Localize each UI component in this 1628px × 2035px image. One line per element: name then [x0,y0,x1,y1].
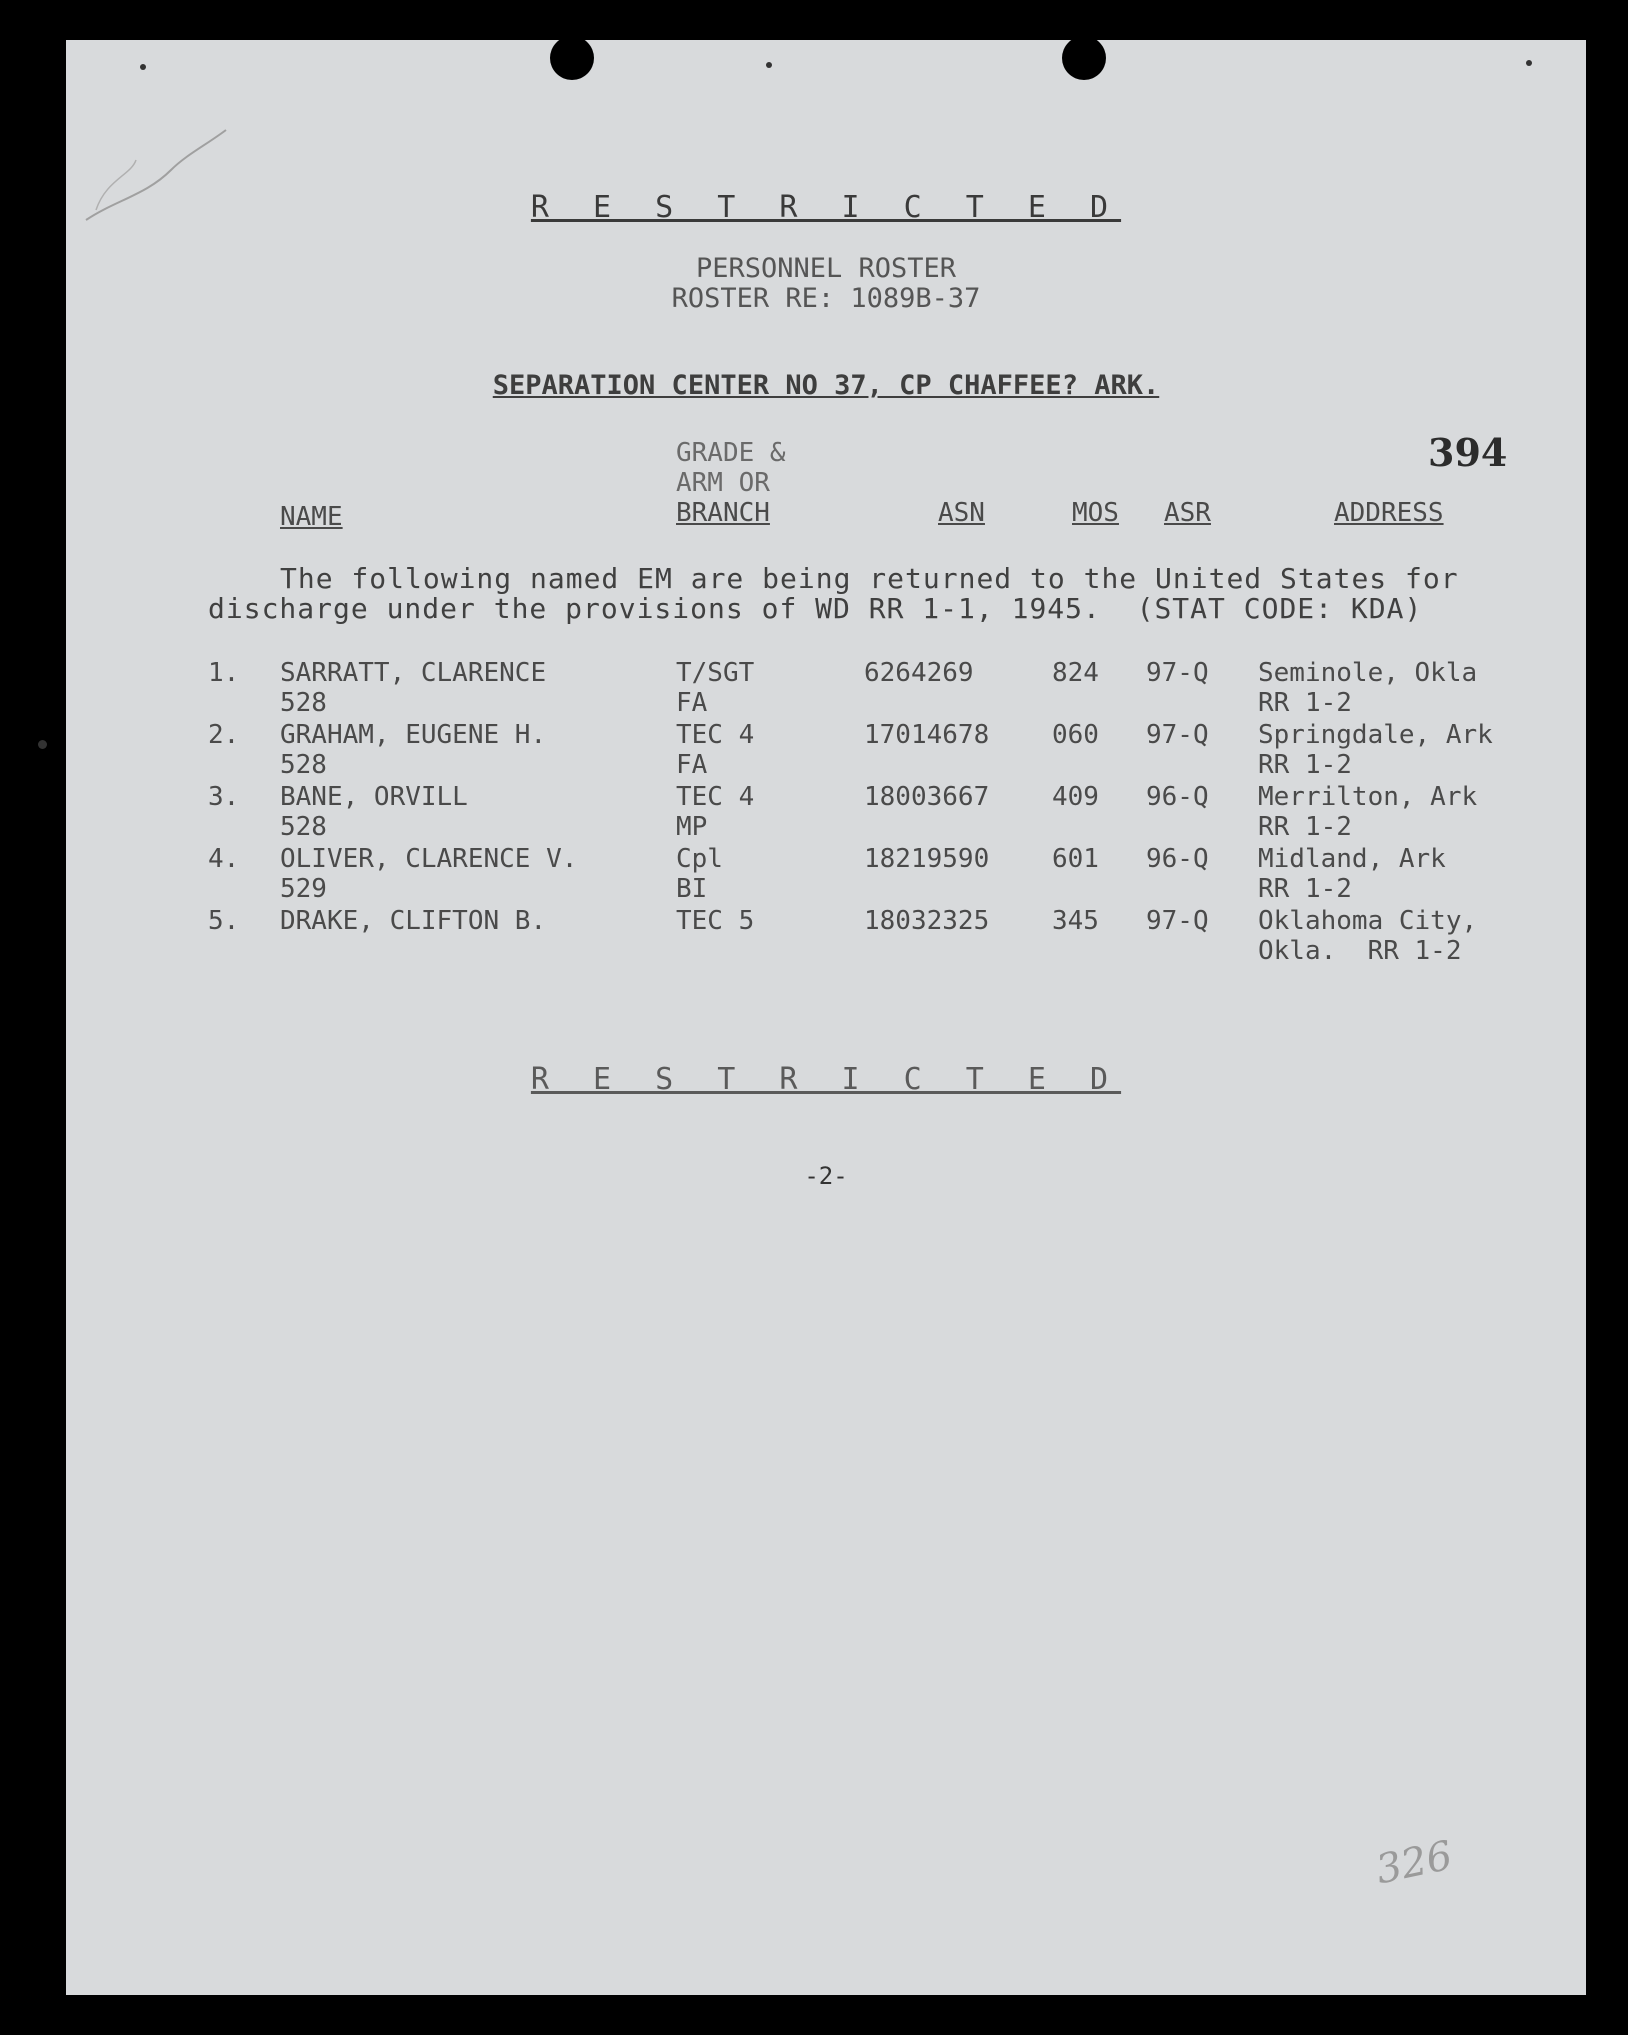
punch-hole-left [550,36,594,80]
footer-page-number: -2- [804,1162,848,1190]
document-page [66,40,1586,1995]
entry-name: GRAHAM, EUGENE H. [280,720,547,750]
entry-address: Merrilton, Ark [1258,782,1478,812]
speck [766,62,772,68]
page-number: 394 [1428,430,1508,475]
entry-branch: FA [676,688,708,718]
entry-asr: 97-Q [1146,906,1209,936]
entry-mos: 060 [1052,720,1099,750]
entry-number: 1. [208,658,240,688]
entry-mos: 345 [1052,906,1099,936]
classification-header: R E S T R I C T E D [530,190,1122,225]
entry-mos: 824 [1052,658,1099,688]
entry-branch: MP [676,812,708,842]
intro-line-1: The following named EM are being returned to the United States for [280,562,1459,595]
roster-title: PERSONNEL ROSTER [695,253,957,284]
entry-address: Seminole, Okla [1258,658,1478,688]
entry-asr: 96-Q [1146,844,1209,874]
entry-address-line2: Okla. RR 1-2 [1258,936,1462,966]
entry-address: Oklahoma City, [1258,906,1478,936]
column-header-grade-line2: ARM OR [676,468,770,498]
entry-number: 2. [208,720,240,750]
column-header-address: ADDRESS [1334,498,1444,528]
speck [1526,60,1532,66]
entry-name: BANE, ORVILL [280,782,468,812]
entry-asr: 97-Q [1146,720,1209,750]
punch-hole-right [1062,36,1106,80]
entry-asn: 18219590 [864,844,990,874]
entry-asr: 97-Q [1146,658,1209,688]
column-header-asr: ASR [1164,498,1211,528]
entry-asn: 18003667 [864,782,990,812]
column-header-name: NAME [280,502,343,532]
entry-number: 5. [208,906,240,936]
pencil-note: 326 [1372,1832,1457,1894]
entry-address-line2: RR 1-2 [1258,812,1352,842]
entry-name: OLIVER, CLARENCE V. [280,844,578,874]
entry-unit: 529 [280,874,327,904]
entry-address-line2: RR 1-2 [1258,688,1352,718]
speck [140,64,146,70]
entry-grade: TEC 4 [676,720,755,750]
entry-address-line2: RR 1-2 [1258,750,1352,780]
entry-branch: FA [676,750,708,780]
column-header-grade-line1: GRADE & [676,438,786,468]
entry-mos: 601 [1052,844,1099,874]
entry-grade: TEC 5 [676,906,755,936]
entry-unit: 528 [280,750,327,780]
entry-asr: 96-Q [1146,782,1209,812]
entry-address: Springdale, Ark [1258,720,1493,750]
column-header-grade-line3: BRANCH [676,498,770,528]
entry-asn: 6264269 [864,658,974,688]
roster-number: ROSTER RE: 1089B-37 [671,283,981,314]
entry-mos: 409 [1052,782,1099,812]
intro-line-2: discharge under the provisions of WD RR 1-1, 1945. (STAT CODE: KDA) [208,592,1423,625]
entry-grade: Cpl [676,844,723,874]
entry-address: Midland, Ark [1258,844,1446,874]
entry-unit: 528 [280,812,327,842]
entry-address-line2: RR 1-2 [1258,874,1352,904]
entry-branch: BI [676,874,708,904]
entry-number: 4. [208,844,240,874]
speck [38,740,47,749]
entry-name: DRAKE, CLIFTON B. [280,906,547,936]
column-header-mos: MOS [1072,498,1119,528]
entry-number: 3. [208,782,240,812]
entry-asn: 17014678 [864,720,990,750]
column-header-asn: ASN [938,498,985,528]
entry-grade: TEC 4 [676,782,755,812]
separation-center: SEPARATION CENTER NO 37, CP CHAFFEE? ARK. [492,370,1160,401]
entry-name: SARRATT, CLARENCE [280,658,547,688]
entry-asn: 18032325 [864,906,990,936]
entry-grade: T/SGT [676,658,755,688]
entry-unit: 528 [280,688,327,718]
classification-footer: R E S T R I C T E D [530,1062,1122,1097]
